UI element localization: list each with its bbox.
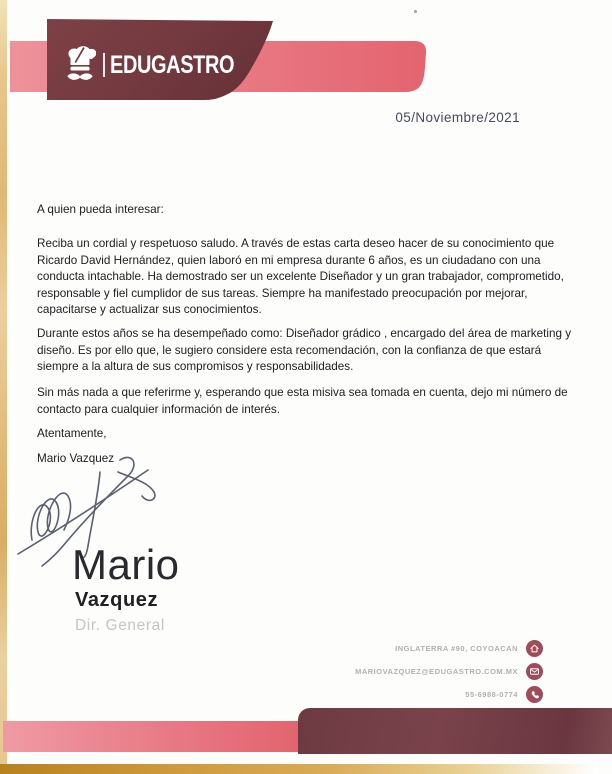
paragraph-3: Sin más nada a que referirme y, esperando que esta misiva sea tomada en cuenta, dejo mi número de contacto para cualquier información de interés. <box>37 386 568 416</box>
bottom-pink-ribbon <box>3 721 299 752</box>
logo-divider <box>103 53 105 77</box>
signer-first-name: Mario <box>72 541 180 588</box>
contact-phone-row <box>465 685 543 703</box>
bottom-maroon-banner <box>298 708 612 754</box>
brand-logo <box>64 46 265 84</box>
salutation: A quien pueda interesar: <box>37 203 164 216</box>
phone-text: 55-6988-0774 <box>465 689 518 699</box>
brand-wordmark: EDUGASTRO <box>110 50 235 79</box>
mail-icon <box>526 663 543 680</box>
paragraph-1: Reciba un cordial y respetuoso saludo. A través de estas carta deseo hacer de su conocimiento que Ricardo David Hernández, quien laboró en mi empresa durante 6 años, es un ciudadano con una conducta intachable. Ha demostrado ser un excelente Diseñador y un gran trabajador, comprometido, responsable y fiel cumplidor de sus tareas. Siempre ha manifestado preocupación por mejorar, capacitarse y actualizar sus conocimientos. <box>37 237 564 316</box>
scan-edge-bottom-artifact <box>0 764 598 774</box>
chef-hat-icon <box>64 46 96 84</box>
address-text: INGLATERRA #90, COYOACAN <box>395 643 518 653</box>
contact-email-row <box>355 662 543 680</box>
typed-signer-name: Mario Vazquez <box>37 452 115 465</box>
paragraph-2: Durante estos años se ha desempeñado como: Diseñador grádico , encargado del área de marketing y diseño. Es por ello que, le sugiero considere esta recomendación, con la confianza de que estará siempre a la altura de sus compromisos y responsabilidades. <box>37 327 572 373</box>
phone-icon <box>526 686 543 703</box>
signer-last-name: Vazquez <box>75 589 159 611</box>
closing-line: Atentamente, <box>37 427 107 440</box>
email-text: MARIOVAZQUEZ@EDUGASTRO.COM.MX <box>355 666 518 676</box>
contact-block <box>355 639 543 703</box>
home-icon <box>526 640 543 657</box>
contact-address-row <box>395 639 543 657</box>
signer-job-title: Dir. General <box>75 617 165 634</box>
letter-date: 05/Noviembre/2021 <box>395 110 520 125</box>
